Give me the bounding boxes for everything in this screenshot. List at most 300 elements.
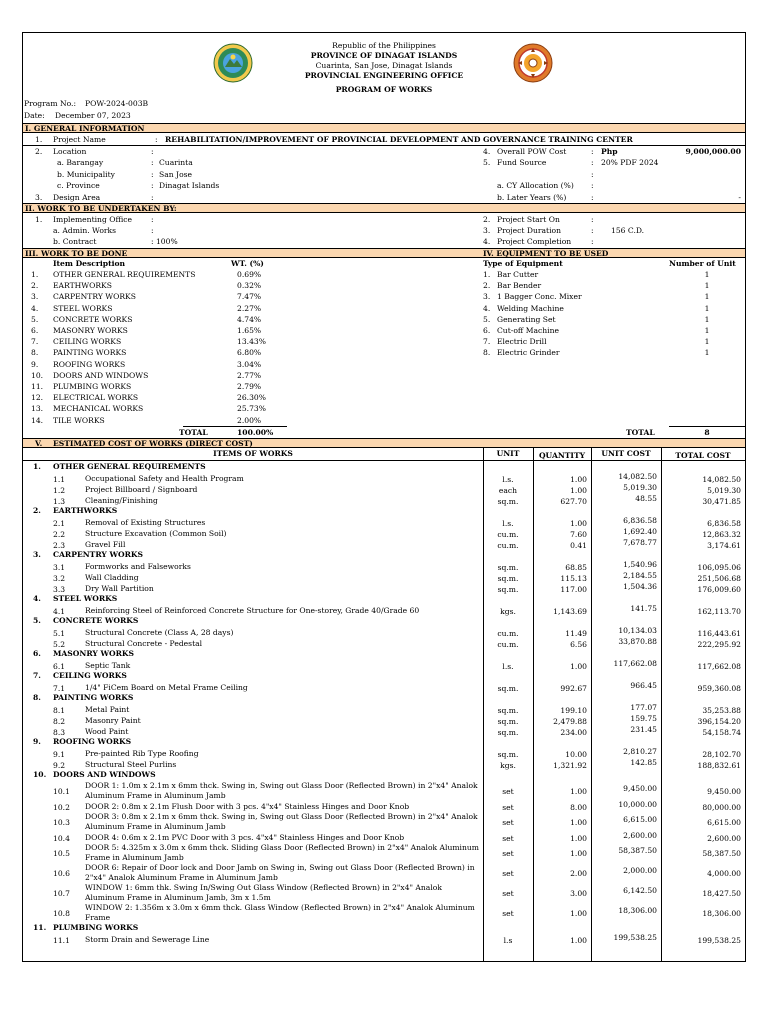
work-item-weight: 2.79% xyxy=(237,382,262,391)
item-description: DOOR 5: 4.325m x 3.0m x 6mm thck. Sliding Glass Door (Reflected Brown) in 2"x4" Analok Aluminum Frame in Aluminum Jamb xyxy=(85,843,479,862)
contract-label: b. Contract xyxy=(53,237,97,246)
item-unit: sq.m. xyxy=(497,750,519,759)
item-total-cost: 30,471.85 xyxy=(702,497,741,506)
work-total-label: TOTAL xyxy=(179,428,208,437)
later-years-value: - xyxy=(738,193,741,202)
item-number: 10.5 xyxy=(53,849,70,858)
item-quantity: 11.49 xyxy=(565,629,587,638)
design-area-label: Design Area xyxy=(53,193,101,202)
item-unit-cost: 33,870.88 xyxy=(618,637,657,646)
category-title: DOORS AND WINDOWS xyxy=(53,770,156,779)
work-item-description: STEEL WORKS xyxy=(53,303,113,313)
work-item-weight: 7.47% xyxy=(237,292,262,302)
item-total-cost: 162,113.70 xyxy=(697,607,741,616)
item-description: Structural Concrete - Pedestal xyxy=(85,639,203,648)
equipment-item-name: 1 Bagger Conc. Mixer xyxy=(497,292,582,302)
admin-works-label: a. Admin. Works xyxy=(53,226,117,235)
item-quantity: 8.00 xyxy=(570,803,587,812)
item-unit: kgs. xyxy=(500,761,516,770)
work-item-weight: 3.04% xyxy=(237,359,262,369)
category-number: 11. xyxy=(33,923,47,932)
municipality-value: San Jose xyxy=(159,170,193,179)
colon: : xyxy=(151,158,154,167)
item-quantity: 117.00 xyxy=(560,585,587,594)
items-of-works-header: ITEMS OF WORKS xyxy=(213,449,293,458)
colon: : xyxy=(155,135,158,144)
category-number: 6. xyxy=(33,649,41,658)
item-quantity: 68.85 xyxy=(565,563,587,572)
item-description: Structural Steel Purlins xyxy=(85,760,177,769)
equipment-item-units: 1 xyxy=(704,348,710,358)
item-quantity: 1.00 xyxy=(570,936,587,945)
later-years-label: b. Later Years (%) xyxy=(497,193,567,202)
section-equipment: IV. EQUIPMENT TO BE USED xyxy=(483,248,745,258)
item-unit: set xyxy=(502,849,514,858)
implementing-office-label: Implementing Office xyxy=(53,215,133,224)
row-number: 5. xyxy=(483,158,491,167)
category-number: 1. xyxy=(33,462,41,471)
item-unit: l.s. xyxy=(502,662,514,671)
item-unit: sq.m. xyxy=(497,585,519,594)
item-total-cost: 14,082.50 xyxy=(702,475,741,484)
item-number: 7.1 xyxy=(53,684,66,693)
row-number: 3. xyxy=(35,193,43,202)
item-unit-cost: 199,538.25 xyxy=(613,933,657,942)
cy-allocation-label: a. CY Allocation (%) xyxy=(497,181,574,190)
item-unit: set xyxy=(502,818,514,827)
item-description: Structure Excavation (Common Soil) xyxy=(85,529,227,538)
colon: : xyxy=(151,193,154,202)
item-quantity: 1,143.69 xyxy=(553,607,587,616)
equipment-item-name: Electric Grinder xyxy=(497,348,560,358)
total-cost-header: TOTAL COST xyxy=(675,451,731,460)
item-unit-cost: 5,019.30 xyxy=(623,483,657,492)
work-item-number: 9. xyxy=(31,359,39,369)
barangay-value: Cuarinta xyxy=(159,158,193,167)
program-no-label: Program No.: xyxy=(24,99,76,108)
page-title: PROGRAM OF WORKS xyxy=(335,85,433,94)
colon: : xyxy=(591,237,594,246)
item-unit: l.s. xyxy=(502,519,514,528)
work-total-value: 100.00% xyxy=(237,428,274,437)
item-number: 2.1 xyxy=(53,519,66,528)
item-quantity: 2.00 xyxy=(570,869,587,878)
work-item-description: CEILING WORKS xyxy=(53,337,122,347)
item-quantity: 0.41 xyxy=(570,541,587,550)
item-number: 2.2 xyxy=(53,530,66,539)
item-number: 5.1 xyxy=(53,629,66,638)
work-item-description: MASONRY WORKS xyxy=(53,326,128,335)
weight-header: WT. (%) xyxy=(231,259,264,268)
work-item-number: 4. xyxy=(31,303,39,313)
category-number: 8. xyxy=(33,693,41,702)
item-number: 8.1 xyxy=(53,706,66,715)
item-unit: cu.m. xyxy=(497,541,519,550)
item-unit-cost: 6,615.00 xyxy=(623,815,657,824)
overall-cost-currency: Php xyxy=(601,147,618,156)
item-number: 1.1 xyxy=(53,475,66,484)
section-estimated-cost: V. ESTIMATED COST OF WORKS (DIRECT COST) xyxy=(23,438,745,448)
item-number: 10.6 xyxy=(53,869,70,878)
item-unit: cu.m. xyxy=(497,640,519,649)
province-line: PROVINCE OF DINAGAT ISLANDS xyxy=(310,51,458,60)
item-unit-cost: 1,692.40 xyxy=(623,527,657,536)
project-completion-label: Project Completion xyxy=(497,237,572,246)
item-number: 8.2 xyxy=(53,717,66,726)
equipment-item-name: Cut-off Machine xyxy=(497,326,559,335)
equipment-total-label: TOTAL xyxy=(626,428,655,437)
category-title: CEILING WORKS xyxy=(53,671,127,680)
category-number: 10. xyxy=(33,770,47,779)
item-total-cost: 12,863.32 xyxy=(702,530,741,539)
equipment-item-name: Welding Machine xyxy=(497,303,564,313)
item-number: 10.2 xyxy=(53,803,70,812)
equipment-item-units: 1 xyxy=(704,314,710,324)
item-number: 10.3 xyxy=(53,818,70,827)
program-no-value: POW-2024-003B xyxy=(85,99,149,108)
item-quantity: 1.00 xyxy=(570,475,587,484)
equipment-item-units: 1 xyxy=(704,326,710,335)
item-total-cost: 28,102.70 xyxy=(702,750,741,759)
date-value: December 07, 2023 xyxy=(55,111,131,120)
category-title: CONCRETE WORKS xyxy=(53,616,139,625)
item-unit-cost: 1,504.36 xyxy=(623,582,657,591)
program-of-works-sheet xyxy=(22,32,746,962)
category-title: STEEL WORKS xyxy=(53,594,118,603)
item-unit: sq.m. xyxy=(497,728,519,737)
item-total-cost: 54,158.74 xyxy=(702,728,741,737)
item-number: 1.2 xyxy=(53,486,66,495)
item-unit-cost: 966.45 xyxy=(630,681,657,690)
item-unit-cost: 177.07 xyxy=(630,703,657,712)
item-description: DOOR 4: 0.6m x 2.1m PVC Door with 3 pcs. 4"x4" Stainless Hinges and Door Knob xyxy=(85,833,405,842)
equipment-item-units: 1 xyxy=(704,292,710,302)
row-number: 2. xyxy=(35,147,43,156)
work-item-number: 12. xyxy=(31,393,44,403)
office-line: PROVINCIAL ENGINEERING OFFICE xyxy=(304,71,464,80)
item-description: Metal Paint xyxy=(85,705,130,714)
item-total-cost: 222,295.92 xyxy=(697,640,741,649)
work-item-number: 6. xyxy=(31,326,39,335)
item-unit: set xyxy=(502,834,514,843)
item-unit: sq.m. xyxy=(497,563,519,572)
item-number: 1.3 xyxy=(53,497,66,506)
item-unit: sq.m. xyxy=(497,684,519,693)
equipment-type-header: Type of Equipment xyxy=(483,259,563,268)
colon: : xyxy=(151,170,154,179)
item-description: DOOR 3: 0.8m x 2.1m x 6mm thck. Swing in, Swing out Glass Door (Reflected Brown) in 2"x4" Analok Aluminum Frame in Aluminum Jamb xyxy=(85,812,478,831)
item-unit-cost: 117,662.08 xyxy=(613,659,657,668)
item-quantity: 1.00 xyxy=(570,787,587,796)
divider xyxy=(669,426,745,427)
row-number: 3. xyxy=(483,226,491,235)
item-number: 10.1 xyxy=(53,787,70,796)
overall-cost-label: Overall POW Cost xyxy=(497,147,567,156)
item-unit: cu.m. xyxy=(497,629,519,638)
equipment-item-number: 2. xyxy=(483,281,491,291)
section-work-undertaken: II. WORK TO BE UNDERTAKEN BY: xyxy=(23,203,745,213)
project-name-value: REHABILITATION/IMPROVEMENT OF PROVINCIAL DEVELOPMENT AND GOVERNANCE TRAINING CENTER xyxy=(165,135,633,144)
item-quantity: 115.13 xyxy=(560,574,587,583)
item-number: 4.1 xyxy=(53,607,66,616)
equipment-item-name: Bar Cutter xyxy=(497,270,539,279)
item-description: Masonry Paint xyxy=(85,716,141,725)
item-unit: set xyxy=(502,787,514,796)
item-unit: sq.m. xyxy=(497,574,519,583)
item-unit-cost: 159.75 xyxy=(630,714,657,723)
equipment-item-units: 1 xyxy=(704,270,710,279)
unit-header: UNIT xyxy=(496,449,520,458)
equipment-item-name: Generating Set xyxy=(497,314,556,324)
equipment-units-header: Number of Unit xyxy=(669,259,736,268)
project-duration-value: 156 C.D. xyxy=(611,226,645,235)
colon: : xyxy=(591,158,594,167)
item-number: 5.2 xyxy=(53,640,66,649)
divider xyxy=(183,426,287,427)
item-total-cost: 18,427.50 xyxy=(702,889,741,898)
fund-source-label: Fund Source xyxy=(497,158,547,167)
item-description: DOOR 6: Repair of Door lock and Door Jamb on Swing in, Swing out Glass Door (Reflected Brown) in 2"x4" Analok Aluminum Frame in Aluminum Jamb xyxy=(85,863,475,882)
item-quantity: 6.56 xyxy=(570,640,587,649)
item-total-cost: 117,662.08 xyxy=(697,662,741,671)
work-item-description: OTHER GENERAL REQUIREMENTS xyxy=(53,270,196,279)
equipment-item-number: 6. xyxy=(483,326,491,335)
work-item-description: CARPENTRY WORKS xyxy=(53,292,136,302)
equipment-item-number: 8. xyxy=(483,348,491,358)
quantity-header: QUANTITY xyxy=(538,451,586,460)
province-value: Dinagat Islands xyxy=(159,181,220,190)
item-unit-cost: 48.55 xyxy=(635,494,657,503)
item-unit-cost: 6,836.58 xyxy=(623,516,657,525)
category-title: ROOFING WORKS xyxy=(53,737,132,746)
item-number: 3.1 xyxy=(53,563,66,572)
item-total-cost: 18,306.00 xyxy=(702,909,741,918)
item-unit: each xyxy=(498,486,518,495)
item-total-cost: 6,615.00 xyxy=(707,818,741,827)
item-unit-cost: 58,387.50 xyxy=(618,846,657,855)
item-quantity: 199.10 xyxy=(560,706,587,715)
work-item-weight: 2.27% xyxy=(237,303,262,313)
category-title: OTHER GENERAL REQUIREMENTS xyxy=(53,462,206,471)
work-item-description: EARTHWORKS xyxy=(53,281,112,291)
item-unit-cost: 231.45 xyxy=(630,725,657,734)
item-description: DOOR 2: 0.8m x 2.1m Flush Door with 3 pcs. 4"x4" Stainless Hinges and Door Knob xyxy=(85,802,410,811)
equipment-item-units: 1 xyxy=(704,281,710,291)
item-number: 3.3 xyxy=(53,585,66,594)
item-description: WINDOW 1: 6mm thk. Swing In/Swing Out Glass Window (Reflected Brown) in 2"x4" Analok Aluminum Frame in Aluminum Jamb, 3m x 1.5m xyxy=(85,883,442,902)
item-unit: l.s xyxy=(503,936,513,945)
item-total-cost: 251,506.68 xyxy=(697,574,741,583)
work-item-weight: 2.77% xyxy=(237,370,262,380)
barangay-label: a. Barangay xyxy=(57,158,104,167)
colon: : xyxy=(151,215,154,224)
item-description: DOOR 1: 1.0m x 2.1m x 6mm thck. Swing in, Swing out Glass Door (Reflected Brown) in 2"x4" Analok Aluminum Frame in Aluminum Jamb xyxy=(85,781,478,800)
item-quantity: 234.00 xyxy=(560,728,587,737)
work-item-number: 5. xyxy=(31,314,39,324)
location-label: Location xyxy=(53,147,87,156)
unit-cost-header: UNIT COST xyxy=(601,449,651,458)
fund-source-value: 20% PDF 2024 xyxy=(601,158,659,167)
item-description: Reinforcing Steel of Reinforced Concrete Structure for One-storey, Grade 40/Grade 60 xyxy=(85,606,420,615)
item-total-cost: 9,450.00 xyxy=(707,787,741,796)
item-total-cost: 116,443.61 xyxy=(697,629,741,638)
row-number: 1. xyxy=(35,215,43,224)
item-unit: kgs. xyxy=(500,607,516,616)
item-total-cost: 4,000.00 xyxy=(707,869,741,878)
project-start-label: Project Start On xyxy=(497,215,560,224)
item-total-cost: 5,019.30 xyxy=(707,486,741,495)
item-description: Formworks and Falseworks xyxy=(85,562,191,571)
work-item-number: 1. xyxy=(31,270,39,279)
work-item-number: 2. xyxy=(31,281,39,291)
item-unit-cost: 6,142.50 xyxy=(623,886,657,895)
equipment-item-units: 1 xyxy=(704,337,710,347)
item-quantity: 1.00 xyxy=(570,519,587,528)
overall-cost-value: 9,000,000.00 xyxy=(685,147,741,156)
section-work-to-be-done: III. WORK TO BE DONE xyxy=(23,248,483,258)
item-unit-cost: 14,082.50 xyxy=(618,472,657,481)
work-item-description: CONCRETE WORKS xyxy=(53,314,133,324)
item-description: Septic Tank xyxy=(85,661,131,670)
project-duration-label: Project Duration xyxy=(497,226,561,235)
item-quantity: 627.70 xyxy=(560,497,587,506)
colon: : xyxy=(591,215,594,224)
item-description: Wood Paint xyxy=(85,727,129,736)
item-description: Structural Concrete (Class A, 28 days) xyxy=(85,628,234,637)
work-item-number: 14. xyxy=(31,415,44,425)
item-description: Wall Cladding xyxy=(85,573,139,582)
item-total-cost: 6,836.58 xyxy=(707,519,741,528)
item-description: 1/4" FiCem Board on Metal Frame Ceiling xyxy=(85,683,248,692)
item-quantity: 1.00 xyxy=(570,834,587,843)
item-unit-cost: 1,540.96 xyxy=(623,560,657,569)
work-item-description: PAINTING WORKS xyxy=(53,348,127,358)
work-item-description: ELECTRICAL WORKS xyxy=(53,393,139,403)
row-number: 1. xyxy=(35,135,43,144)
item-unit-cost: 7,678.77 xyxy=(623,538,657,547)
item-total-cost: 2,600.00 xyxy=(707,834,741,843)
category-number: 9. xyxy=(33,737,41,746)
contract-value: : 100% xyxy=(151,237,178,246)
work-item-weight: 25.73% xyxy=(237,404,266,414)
republic-line: Republic of the Philippines xyxy=(332,41,436,50)
item-total-cost: 3,174.61 xyxy=(707,541,741,550)
category-number: 3. xyxy=(33,550,41,559)
work-item-weight: 0.32% xyxy=(237,281,262,291)
item-unit: set xyxy=(502,869,514,878)
item-unit-cost: 2,184.55 xyxy=(623,571,657,580)
item-unit: sq.m. xyxy=(497,497,519,506)
category-title: CARPENTRY WORKS xyxy=(53,550,144,559)
item-description: WINDOW 2: 1.356m x 3.0m x 6mm thck. Glass Window (Reflected Brown) in 2"x4" Analok Aluminum Frame xyxy=(85,903,475,922)
work-item-number: 11. xyxy=(31,382,44,391)
equipment-item-name: Bar Bender xyxy=(497,281,542,291)
item-unit: set xyxy=(502,803,514,812)
item-unit: cu.m. xyxy=(497,530,519,539)
item-total-cost: 199,538.25 xyxy=(697,936,741,945)
work-item-number: 10. xyxy=(31,370,44,380)
work-item-weight: 2.00% xyxy=(237,415,262,425)
date-label: Date: xyxy=(24,111,45,120)
project-name-label: Project Name xyxy=(53,135,106,144)
item-description: Gravel Fill xyxy=(85,540,126,549)
work-item-number: 7. xyxy=(31,337,39,347)
section-general-info: I. GENERAL INFORMATION xyxy=(23,123,745,133)
work-item-weight: 26.30% xyxy=(237,393,266,403)
item-total-cost: 959,360.08 xyxy=(697,684,741,693)
equipment-item-units: 1 xyxy=(704,303,710,313)
item-quantity: 1.00 xyxy=(570,849,587,858)
item-number: 9.2 xyxy=(53,761,66,770)
colon: : xyxy=(591,170,594,179)
row-number: 4. xyxy=(483,237,491,246)
item-unit-cost: 18,306.00 xyxy=(618,906,657,915)
work-item-number: 13. xyxy=(31,404,44,414)
item-description: Storm Drain and Sewerage Line xyxy=(85,935,210,944)
work-item-weight: 0.69% xyxy=(237,270,262,279)
category-number: 7. xyxy=(33,671,41,680)
category-title: PLUMBING WORKS xyxy=(53,923,139,932)
municipality-label: b. Municipality xyxy=(57,170,115,179)
item-total-cost: 35,253.88 xyxy=(702,706,741,715)
colon: : xyxy=(591,147,594,156)
category-title: EARTHWORKS xyxy=(53,506,118,515)
work-item-weight: 1.65% xyxy=(237,326,262,335)
item-description: Project Billboard / Signboard xyxy=(85,485,198,494)
row-number: 2. xyxy=(483,215,491,224)
item-total-cost: 106,095.06 xyxy=(697,563,741,572)
category-number: 4. xyxy=(33,594,41,603)
item-number: 10.8 xyxy=(53,909,70,918)
colon: : xyxy=(151,147,154,156)
item-quantity: 1.00 xyxy=(570,486,587,495)
equipment-item-number: 4. xyxy=(483,303,491,313)
row-number: 4. xyxy=(483,147,491,156)
item-description-header: Item Description xyxy=(53,259,126,268)
work-item-weight: 6.80% xyxy=(237,348,262,358)
item-unit-cost: 141.75 xyxy=(630,604,657,613)
work-item-weight: 4.74% xyxy=(237,314,262,324)
item-quantity: 992.67 xyxy=(560,684,587,693)
work-item-description: MECHANICAL WORKS xyxy=(53,404,144,414)
item-number: 9.1 xyxy=(53,750,66,759)
item-quantity: 7.60 xyxy=(570,530,587,539)
item-number: 10.7 xyxy=(53,889,70,898)
item-unit-cost: 2,810.27 xyxy=(623,747,657,756)
item-quantity: 2,479.88 xyxy=(553,717,587,726)
item-unit: set xyxy=(502,909,514,918)
item-unit-cost: 10,134.03 xyxy=(618,626,657,635)
equipment-item-number: 1. xyxy=(483,270,491,279)
item-total-cost: 176,009.60 xyxy=(697,585,741,594)
item-quantity: 1.00 xyxy=(570,818,587,827)
item-quantity: 3.00 xyxy=(570,889,587,898)
address-line: Cuarinta, San Jose, Dinagat Islands xyxy=(315,61,453,70)
equipment-item-name: Electric Drill xyxy=(497,337,547,347)
item-quantity: 1.00 xyxy=(570,662,587,671)
item-description: Pre-painted Rib Type Roofing xyxy=(85,749,199,758)
item-number: 11.1 xyxy=(53,936,70,945)
item-unit: l.s. xyxy=(502,475,514,484)
item-quantity: 1.00 xyxy=(570,909,587,918)
divider xyxy=(23,145,745,146)
category-number: 5. xyxy=(33,616,41,625)
item-total-cost: 188,832.61 xyxy=(697,761,741,770)
work-item-description: DOORS AND WINDOWS xyxy=(53,370,149,380)
item-description: Dry Wall Partition xyxy=(85,584,154,593)
colon: : xyxy=(591,226,594,235)
item-unit-cost: 2,000.00 xyxy=(623,866,657,875)
